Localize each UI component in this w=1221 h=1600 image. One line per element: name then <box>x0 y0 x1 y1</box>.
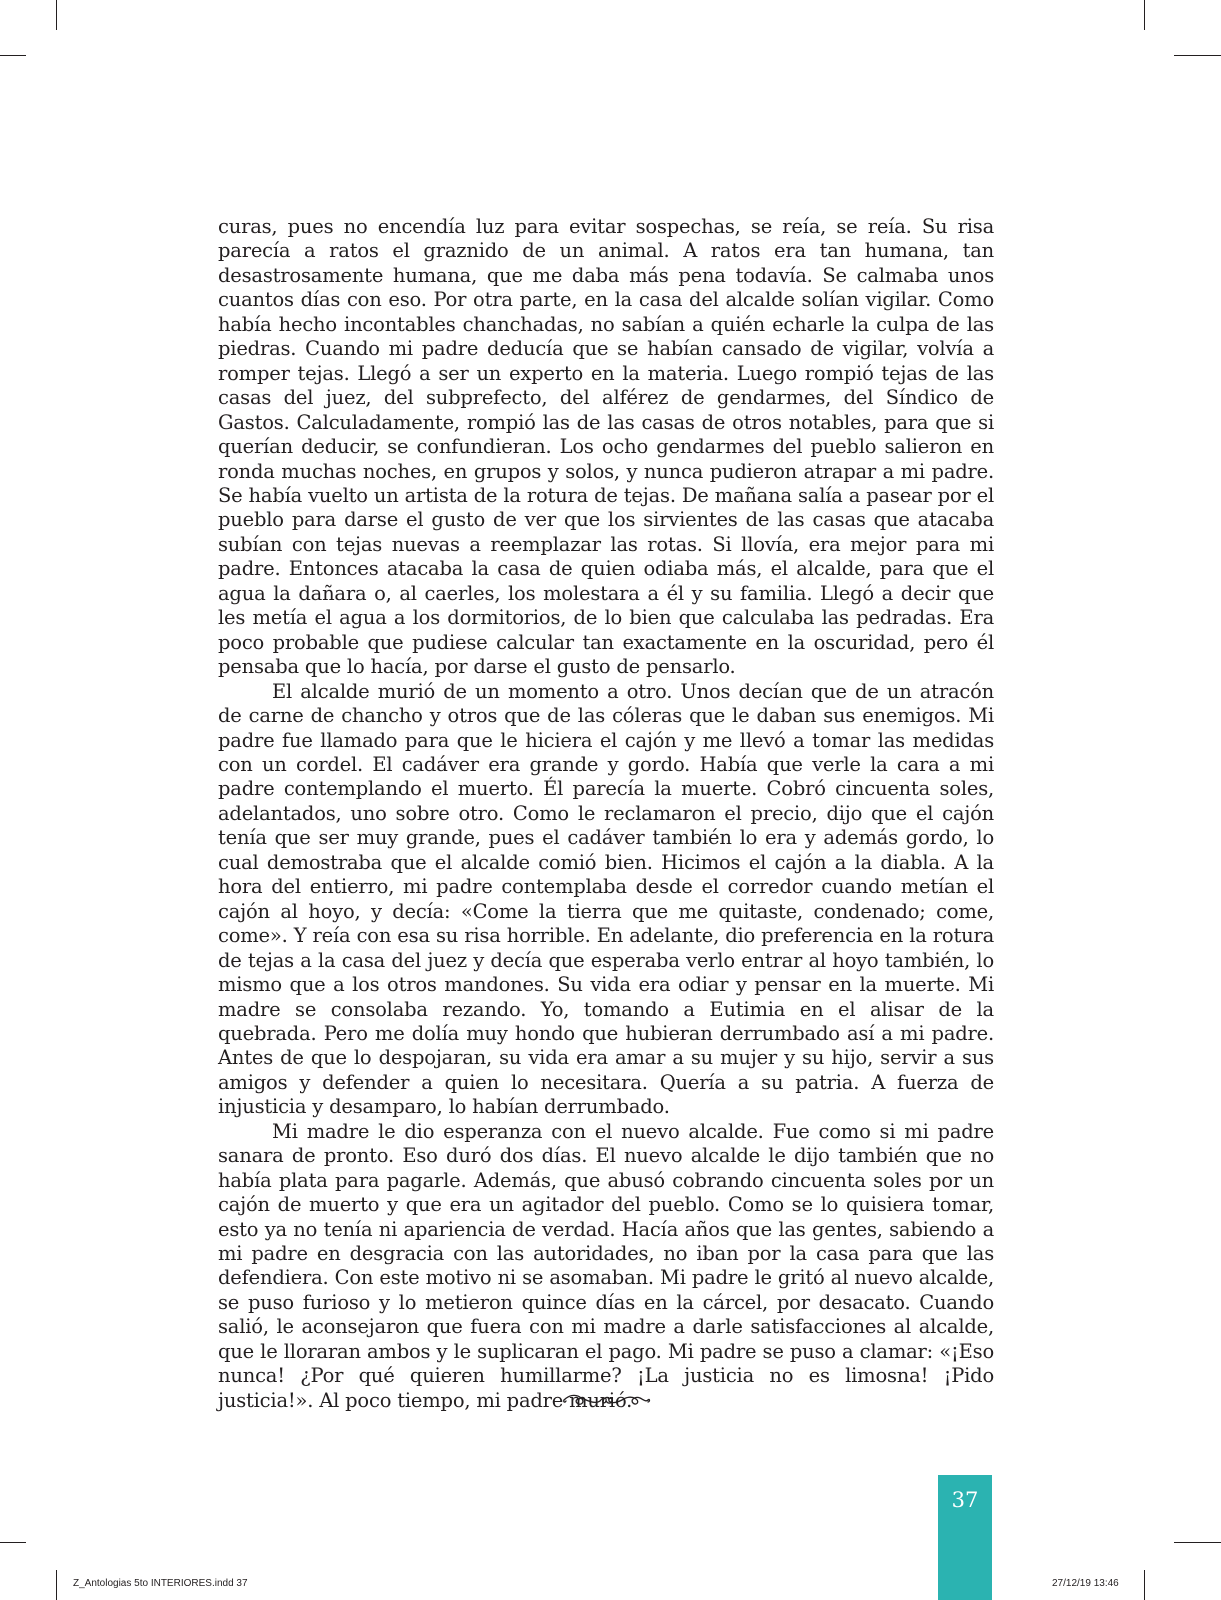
crop-mark-bottom-left <box>56 1570 57 1600</box>
crop-mark-top-left-h <box>0 55 26 56</box>
page-number-tab <box>938 1475 992 1600</box>
scroll-ornament-icon <box>560 1390 652 1410</box>
crop-mark-top-left <box>56 0 57 30</box>
footer-file-name: Z_Antologias 5to INTERIORES.indd 37 <box>73 1578 248 1589</box>
paragraph: Mi madre le dio esperanza con el nuevo alcalde. Fue como si mi padre sanara de pronto. Eso duró dos días. El nuevo alcalde le dijo también que no había plata para pagarle. Además, que abusó cobrando cincuenta soles por un cajón de muerto y que era un agitador del pueblo. Como se lo quisiera tomar, esto ya no tenía ni apariencia de verdad. Hacía años que las gentes, sabiendo a mi padre en desgracia con las autoridades, no iban por la casa para que las defendiera. Con este motivo ni se asomaban. Mi padre le gritó al nuevo alcalde, se puso furioso y lo metieron quince días en la cárcel, por desacato. Cuando salió, le aconsejaron que fuera con mi madre a darle satisfacciones al alcalde, que le lloraran ambos y le suplicaran el pago. Mi padre se puso a clamar: «¡Eso nunca! ¿Por qué quieren humillarme? ¡La justicia no es limosna! ¡Pido justicia!». Al poco tiempo, mi padre murió. <box>218 1119 994 1412</box>
paragraph: El alcalde murió de un momento a otro. Unos decían que de un atracón de carne de chancho y otros que de las cóleras que le daban sus enemigos. Mi padre fue llamado para que le hiciera el cajón y me llevó a tomar las medidas con un cordel. El cadáver era grande y gordo. Había que verle la cara a mi padre contemplando el muerto. Él parecía la muerte. Cobró cincuenta soles, adelantados, uno sobre otro. Como le reclamaron el precio, dijo que el cajón tenía que ser muy grande, pues el cadáver también lo era y además gordo, lo cual demostraba que el alcalde comió bien. Hicimos el cajón a la diabla. A la hora del entierro, mi padre contemplaba desde el corredor cuando metían el cajón al hoyo, y decía: «Come la tierra que me quitaste, condenado; come, come». Y reía con esa su risa horrible. En adelante, dio preferencia en la rotura de tejas a la casa del juez y decía que esperaba verlo entrar al hoyo también, lo mismo que a los otros mandones. Su vida era odiar y pensar en la muerte. Mi madre se consolaba rezando. Yo, tomando a Eutimia en el alisar de la quebrada. Pero me dolía muy hondo que hubieran derrumbado así a mi padre. Antes de que lo despojaran, su vida era amar a su mujer y su hijo, servir a sus amigos y defender a quien lo necesitara. Quería a su patria. A fuerza de injusticia y desamparo, lo habían derrumbado. <box>218 679 994 1119</box>
crop-mark-top-right-h <box>1174 55 1221 56</box>
body-text <box>218 215 994 1413</box>
crop-mark-bottom-right <box>1144 1570 1145 1600</box>
paragraph: curas, pues no encendía luz para evitar sospechas, se reía, se reía. Su risa parecía a ratos el graznido de un animal. A ratos era tan humana, tan desastrosamente humana, que me daba más pena todavía. Se calmaba unos cuantos días con eso. Por otra parte, en la casa del alcalde solían vigilar. Como había hecho incontables chanchadas, no sabían a quién echarle la culpa de las piedras. Cuando mi padre deducía que se habían cansado de vigilar, volvía a romper tejas. Llegó a ser un experto en la materia. Luego rompió tejas de las casas del juez, del subprefecto, del alférez de gendarmes, del Síndico de Gastos. Calculadamente, rompió las de las casas de otros notables, para que si querían deducir, se confundieran. Los ocho gendarmes del pueblo salieron en ronda muchas noches, en grupos y solos, y nunca pudieron atrapar a mi padre. Se había vuelto un artista de la rotura de tejas. De mañana salía a pasear por el pueblo para darse el gusto de ver que los sirvientes de las casas que atacaba subían con tejas nuevas a reemplazar las rotas. Si llovía, era mejor para mi padre. Entonces atacaba la casa de quien odiaba más, el alcalde, para que el agua la dañara o, al caerles, los molestara a él y su familia. Llegó a decir que les metía el agua a los dormitorios, de lo bien que calculaba las pedradas. Era poco probable que pudiese calcular tan exactamente en la oscuridad, pero él pensaba que lo hacía, por darse el gusto de pensarlo. <box>218 215 994 679</box>
crop-mark-top-right <box>1144 0 1145 30</box>
footer-timestamp: 27/12/19 13:46 <box>1052 1578 1119 1589</box>
crop-mark-bottom-left-h <box>0 1542 26 1543</box>
page-number: 37 <box>951 1488 979 1512</box>
crop-mark-bottom-right-h <box>1174 1542 1221 1543</box>
